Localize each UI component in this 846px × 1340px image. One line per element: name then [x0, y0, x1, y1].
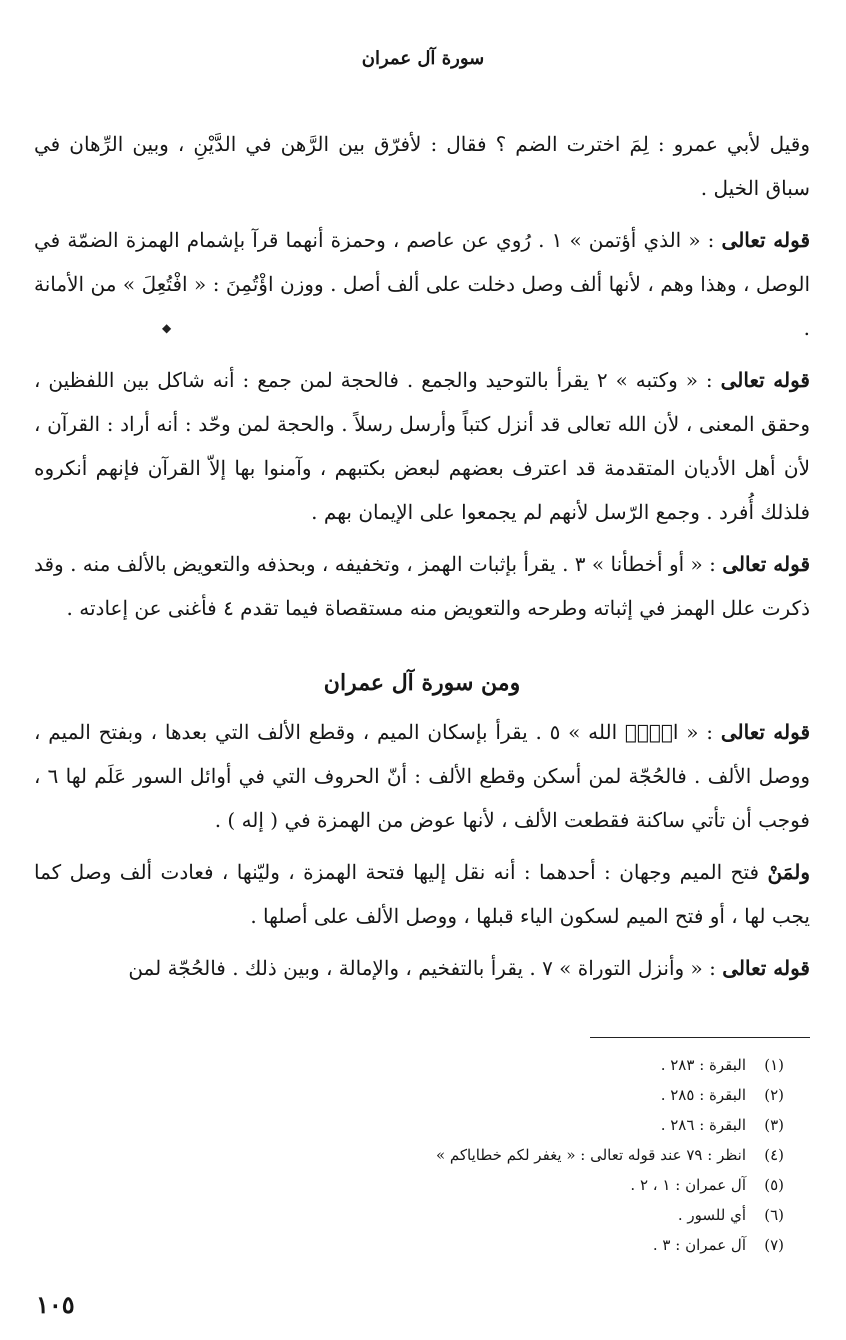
- section-title: ومن سورة آل عمران: [323, 670, 521, 696]
- footnote-number: (١): [764, 1056, 784, 1074]
- page-number: ١٠٥: [36, 1290, 75, 1319]
- footnote-separator: [590, 1037, 810, 1038]
- paragraph: [34, 542, 810, 630]
- paragraph: [34, 218, 810, 350]
- footnote: [34, 1110, 784, 1140]
- footnote-number: (٣): [764, 1116, 784, 1134]
- paragraph: [34, 122, 810, 210]
- footnotes: [34, 1050, 784, 1260]
- footnote: [34, 1140, 784, 1170]
- paragraph-lead: قوله تعالى: [720, 368, 810, 392]
- footnote-text: البقرة : ٢٨٥ .: [660, 1086, 746, 1104]
- footnote-text: انظر : ٧٩ عند قوله تعالى : « يغفر لكم خطاياكم »: [435, 1146, 746, 1164]
- footnote: [34, 1080, 784, 1110]
- paragraph-text: : « وكتبه » ٢ يقرأ بالتوحيد والجمع . فالحجة لمن جمع : أنه شاكل بين اللفظين ، وحقق المعنى ، لأن الله تعالى قد أنزل كتباً وأرسل رسلاً . والحجة لمن وحّد : أنه أراد : القرآن ، لأن أهل الأديان المتقدمة قد اعترف بعضهم لبعض بكتبهم ، وآمنوا بها إلاّ القرآن فإنهم أنكروه فلذلك أُفرد . وجمع الرّسل لأنهم لم يجمعوا على الإيمان بهم .: [34, 368, 810, 524]
- paragraph: [34, 850, 810, 938]
- paragraph-text: : « الذي أؤتمن » ١ . رُوي عن عاصم ، وحمزة أنهما قرآ بإشمام الهمزة الضمّة في الوصل ، وهذا وهم ، لأنها ألف وصل دخلت على ألف أصل . ووزن اؤْتُمِنَ : « افْتُعِلَ » من الأمانة .: [34, 228, 810, 340]
- running-head: سورة آل عمران: [361, 48, 485, 69]
- paragraph: [34, 946, 810, 990]
- paragraph-lead: قوله تعالى: [721, 228, 811, 252]
- paragraph-text: : « وأنزل التوراة » ٧ . يقرأ بالتفخيم ، والإمالة ، وبين ذلك . فالحُجّة لمن: [128, 956, 716, 980]
- footnote-text: آل عمران : ٣ .: [652, 1236, 746, 1254]
- paragraph-text: وقيل لأبي عمرو : لِمَ اخترت الضم ؟ فقال : لأفرّق بين الرَّهن في الدَّيْنِ ، وبين الرِّهان في سباق الخيل .: [34, 132, 810, 200]
- body-text: [34, 122, 810, 998]
- paragraph-text: فتح الميم وجهان : أحدهما : أنه نقل إليها فتحة الهمزة ، وليّنها ، فعادت ألف وصل كما يجب لها ، أو فتح الميم لسكون الياء قبلها ، ووصل الألف على أصلها .: [34, 860, 810, 928]
- footnote: [34, 1170, 784, 1200]
- ink-mark: ◆: [162, 321, 172, 335]
- footnote-number: (٥): [764, 1176, 784, 1194]
- paragraph-lead: قوله تعالى: [722, 552, 811, 576]
- footnote-text: البقرة : ٢٨٦ .: [660, 1116, 746, 1134]
- footnote-number: (٦): [764, 1206, 784, 1224]
- paragraph-text: : « الۤمۤ الله » ٥ . يقرأ بإسكان الميم ، وقطع الألف التي بعدها ، وبفتح الميم ، ووصل الألف . فالحُجّة لمن أسكن وقطع الألف : أنّ الحروف التي في أوائل السور عَلَم لها ٦ ، فوجب أن تأتي ساكنة فقطعت الألف ، لأنها عوض من الهمزة في ( إله ) .: [34, 720, 811, 832]
- footnote: [34, 1230, 784, 1260]
- paragraph-lead: قوله تعالى: [720, 720, 811, 744]
- paragraph-lead: قوله تعالى: [722, 956, 810, 980]
- footnote-text: أي للسور .: [677, 1206, 746, 1224]
- footnote-number: (٧): [764, 1236, 784, 1254]
- footnote-number: (٢): [764, 1086, 784, 1104]
- paragraph-text: : « أو أخطأنا » ٣ . يقرأ بإثبات الهمز ، وتخفيفه ، وبحذفه والتعويض بالألف منه . وقد ذكرت علل الهمز في إثباته وطرحه والتعويض منه مستقصاة فيما تقدم ٤ فأغنى عن إعادته .: [34, 552, 810, 620]
- paragraph-lead: ولمَنْ: [767, 860, 810, 884]
- footnote-text: آل عمران : ١ ، ٢ .: [630, 1176, 746, 1194]
- footnote-text: البقرة : ٢٨٣ .: [660, 1056, 746, 1074]
- paragraph: [34, 358, 810, 534]
- footnote-number: (٤): [764, 1146, 784, 1164]
- footnote: [34, 1200, 784, 1230]
- paragraph: [34, 710, 810, 842]
- footnote: [34, 1050, 784, 1080]
